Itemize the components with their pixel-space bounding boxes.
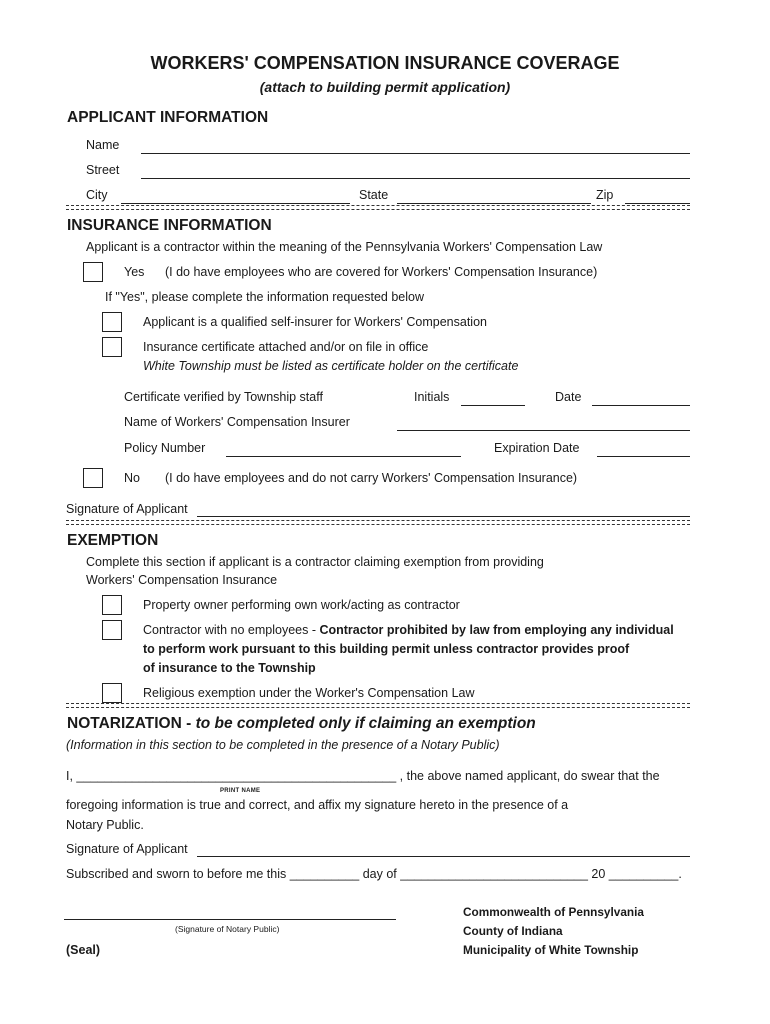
jurisdiction-county: County of Indiana — [463, 924, 563, 938]
no-label: No — [124, 471, 140, 485]
no-employees-prefix: Contractor with no employees - — [143, 623, 320, 637]
yes-checkbox[interactable] — [83, 262, 103, 282]
name-label: Name — [86, 138, 120, 152]
street-field[interactable] — [141, 178, 690, 179]
exemption-heading: EXEMPTION — [67, 532, 159, 549]
insurance-heading: INSURANCE INFORMATION — [67, 217, 272, 234]
print-name-caption: PRINT NAME — [220, 788, 261, 794]
exemption-intro-2: Workers' Compensation Insurance — [86, 573, 278, 587]
notarization-heading-bold: NOTARIZATION - — [67, 715, 196, 732]
policy-field[interactable] — [226, 456, 461, 457]
initials-label: Initials — [414, 390, 450, 404]
verified-date-label: Date — [555, 390, 582, 404]
zip-field[interactable] — [625, 203, 690, 204]
religious-checkbox[interactable] — [102, 683, 122, 703]
name-field[interactable] — [141, 153, 690, 154]
initials-field[interactable] — [461, 405, 525, 406]
notarization-note: (Information in this section to be completed in the presence of a Notary Public) — [66, 738, 500, 752]
no-description: (I do have employees and do not carry Workers' Compensation Insurance) — [165, 471, 578, 485]
certificate-note: White Township must be listed as certificate holder on the certificate — [143, 359, 519, 373]
no-employees-bold-2: to perform work pursuant to this building permit unless contractor provides proof — [143, 642, 630, 656]
no-employees-checkbox[interactable] — [102, 620, 122, 640]
zip-label: Zip — [596, 188, 614, 202]
owner-label: Property owner performing own work/acting as contractor — [143, 598, 460, 612]
city-label: City — [86, 188, 108, 202]
expiration-label: Expiration Date — [494, 441, 580, 455]
oath-start[interactable]: I, ______________________________________________ , the above named applicant, do swear that the — [66, 769, 660, 783]
certificate-checkbox[interactable] — [102, 337, 122, 357]
jurisdiction-commonwealth: Commonwealth of Pennsylvania — [463, 905, 644, 919]
no-employees-bold-3: of insurance to the Township — [143, 661, 316, 675]
section-divider — [66, 520, 690, 525]
no-employees-label — [143, 623, 674, 637]
oath-continuation-1: foregoing information is true and correct, and affix my signature hereto in the presence of a — [66, 798, 569, 812]
exemption-intro-1: Complete this section if applicant is a contractor claiming exemption from providing — [86, 555, 544, 569]
oath-continuation-2: Notary Public. — [66, 818, 144, 832]
if-yes-instructions: If "Yes", please complete the information requested below — [105, 290, 425, 304]
sworn-line[interactable]: Subscribed and sworn to before me this __________ day of ___________________________ 20 __________. — [66, 867, 682, 881]
jurisdiction-municipality: Municipality of White Township — [463, 943, 639, 957]
owner-checkbox[interactable] — [102, 595, 122, 615]
notary-applicant-signature-field[interactable] — [197, 856, 690, 857]
religious-label: Religious exemption under the Worker's Compensation Law — [143, 686, 475, 700]
notary-signature-caption: (Signature of Notary Public) — [175, 924, 280, 934]
verified-date-field[interactable] — [592, 405, 690, 406]
section-divider — [66, 703, 690, 708]
self-insurer-label: Applicant is a qualified self-insurer for Workers' Compensation — [143, 315, 487, 329]
verified-label: Certificate verified by Township staff — [124, 390, 323, 404]
street-label: Street — [86, 163, 120, 177]
page-subtitle: (attach to building permit application) — [259, 79, 511, 95]
state-field[interactable] — [397, 203, 591, 204]
state-label: State — [359, 188, 389, 202]
seal-label: (Seal) — [66, 943, 101, 957]
city-field[interactable] — [121, 203, 350, 204]
insurer-label: Name of Workers' Compensation Insurer — [124, 415, 350, 429]
policy-label: Policy Number — [124, 441, 206, 455]
insurance-signature-label: Signature of Applicant — [66, 502, 188, 516]
notary-applicant-signature-label: Signature of Applicant — [66, 842, 188, 856]
no-employees-bold-1: Contractor prohibited by law from employing any individual — [319, 623, 674, 637]
yes-description: (I do have employees who are covered for Workers' Compensation Insurance) — [165, 265, 598, 279]
insurance-signature-field[interactable] — [197, 516, 690, 517]
certificate-label: Insurance certificate attached and/or on file in office — [143, 340, 429, 354]
notary-signature-field[interactable] — [64, 919, 396, 920]
no-checkbox[interactable] — [83, 468, 103, 488]
applicant-heading: APPLICANT INFORMATION — [67, 109, 269, 126]
insurance-intro: Applicant is a contractor within the meaning of the Pennsylvania Workers' Compensation Law — [86, 240, 603, 254]
insurer-field[interactable] — [397, 430, 690, 431]
section-divider — [66, 205, 690, 210]
self-insurer-checkbox[interactable] — [102, 312, 122, 332]
notarization-heading — [67, 715, 536, 733]
notarization-heading-italic: to be completed only if claiming an exemption — [195, 715, 536, 732]
yes-label: Yes — [124, 265, 145, 279]
expiration-field[interactable] — [597, 456, 690, 457]
page-title: WORKERS' COMPENSATION INSURANCE COVERAGE — [150, 53, 620, 73]
